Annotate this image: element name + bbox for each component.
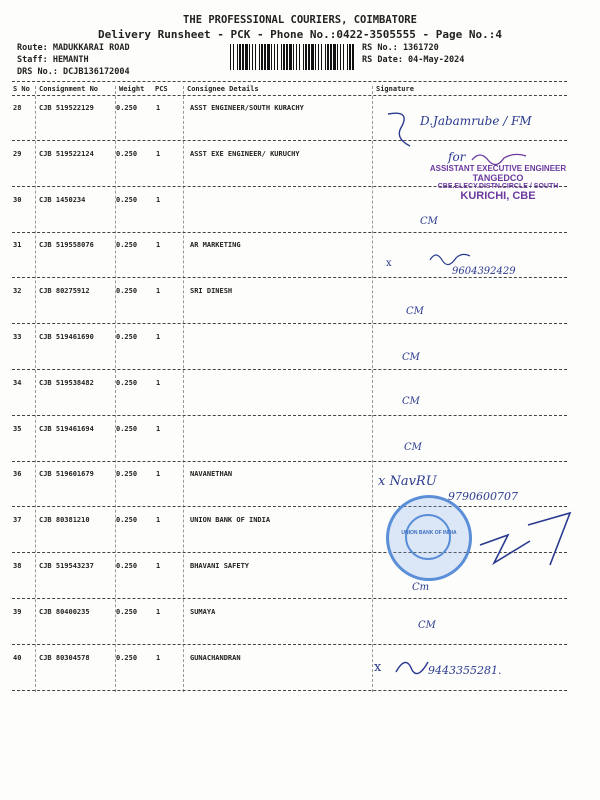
row-details: BHAVANI SAFETY — [190, 562, 250, 570]
barcode-image — [230, 44, 356, 70]
row-consignment: CJB 80381210 — [39, 516, 90, 525]
barcode-bar — [340, 44, 341, 70]
barcode-bar — [325, 44, 326, 70]
seal-inner-ring — [405, 514, 451, 560]
barcode-bar — [277, 44, 278, 70]
bank-seal — [386, 495, 472, 581]
barcode-bar — [286, 44, 288, 70]
barcode-bar — [249, 44, 250, 70]
table-row — [0, 333, 600, 379]
row-consignment: CJB 519522129 — [39, 104, 94, 112]
barcode-bar — [293, 44, 294, 70]
signature-scribble-icon — [392, 652, 432, 682]
row-details: SUMAYA — [190, 607, 216, 616]
table-row — [0, 196, 600, 242]
table-row — [0, 654, 600, 700]
barcode-bar — [308, 44, 310, 70]
barcode-bar — [242, 44, 244, 70]
barcode-bar — [327, 44, 329, 70]
row-pcs: 1 — [156, 195, 161, 204]
barcode-bar — [233, 44, 234, 70]
row-consignment: CJB 80275912 — [39, 287, 90, 296]
barcode-bar — [321, 44, 322, 70]
row-divider — [12, 690, 567, 691]
handwritten-mark-38: Cm — [412, 582, 430, 593]
handwritten-signature-36: x NavRU — [378, 474, 437, 489]
table-row — [0, 287, 600, 333]
header-top-rule — [12, 81, 567, 82]
row-pcs: 1 — [156, 653, 161, 662]
handwritten-mark-33: CM — [402, 352, 420, 363]
row-consignment: CJB 1450234 — [39, 195, 86, 204]
row-pcs: 1 — [156, 104, 161, 112]
row-consignment: CJB 519543237 — [39, 562, 94, 570]
barcode-bar — [274, 44, 275, 70]
drs-label: DRS No.: DCJB136172004 — [17, 67, 130, 77]
row-details: NAVANETHAN — [190, 470, 233, 479]
table-row — [0, 379, 600, 425]
barcode-bar — [318, 44, 319, 70]
row-weight: 0.250 — [116, 149, 138, 158]
row-details: SRI DINESH — [190, 287, 233, 296]
row-details: ASST EXE ENGINEER/ KURUCHY — [190, 149, 300, 158]
barcode-bar — [264, 44, 266, 70]
row-pcs: 1 — [156, 333, 161, 341]
row-sno: 39 — [13, 607, 22, 616]
row-pcs: 1 — [156, 287, 161, 296]
handwritten-mark-32: CM — [406, 306, 424, 317]
row-pcs: 1 — [156, 378, 161, 387]
handwritten-phone-36: 9790600707 — [448, 490, 518, 503]
row-weight: 0.250 — [116, 516, 138, 525]
barcode-bar — [352, 44, 354, 70]
column-header-signature: Signature — [376, 85, 414, 93]
handwritten-mark-30: CM — [420, 216, 438, 227]
table-row — [0, 608, 600, 654]
runsheet-subtitle: Delivery Runsheet - PCK - Phone No.:0422-3505555 - Page No.:4 — [98, 28, 502, 41]
handwritten-signature-28: D.Jabamrube / FM — [420, 114, 532, 128]
row-pcs: 1 — [156, 241, 161, 250]
barcode-bar — [281, 44, 282, 70]
row-divider — [12, 644, 567, 645]
row-divider — [12, 277, 567, 278]
barcode-bar — [261, 44, 263, 70]
barcode-bar — [305, 44, 307, 70]
route-label: Route: MADUKKARAI ROAD — [17, 43, 130, 53]
row-weight: 0.250 — [116, 195, 138, 204]
row-sno: 37 — [13, 516, 22, 525]
row-weight: 0.250 — [116, 470, 138, 479]
row-divider — [12, 598, 567, 599]
row-sno: 33 — [13, 333, 22, 341]
rs-number: RS No.: 1361720 — [362, 43, 439, 53]
barcode-bar — [303, 44, 304, 70]
row-weight: 0.250 — [116, 378, 138, 387]
row-details: ASST ENGINEER/SOUTH KURACHY — [190, 104, 304, 112]
seal-text: UNION BANK OF INDIA — [401, 530, 457, 536]
row-pcs: 1 — [156, 470, 161, 479]
column-header-consignment: Consignment No — [39, 85, 99, 93]
row-divider — [12, 415, 567, 416]
barcode-bar — [333, 44, 336, 70]
handwritten-signature-29: for — [448, 150, 466, 164]
barcode-bar — [255, 44, 256, 70]
barcode-bar — [271, 44, 272, 70]
handwritten-mark-34: CM — [402, 396, 420, 407]
row-sno: 29 — [13, 149, 22, 158]
signature-scribble-icon — [470, 505, 580, 575]
column-header-weight: Weight — [119, 85, 145, 93]
row-weight: 0.250 — [116, 607, 138, 616]
handwritten-mark-35: CM — [404, 442, 422, 453]
office-stamp — [418, 164, 578, 202]
row-divider — [12, 369, 567, 370]
signature-scribble-icon — [428, 250, 472, 266]
barcode-bar — [347, 44, 348, 70]
row-sno: 35 — [13, 424, 22, 433]
stamp-line: TANGEDCO — [472, 173, 524, 183]
row-divider — [12, 140, 567, 141]
row-divider — [12, 323, 567, 324]
row-sno: 38 — [13, 562, 22, 570]
row-sno: 31 — [13, 241, 22, 250]
company-title: THE PROFESSIONAL COURIERS, COIMBATORE — [183, 14, 417, 26]
row-sno: 28 — [13, 104, 22, 112]
row-consignment: CJB 519538482 — [39, 378, 94, 387]
row-consignment: CJB 519601679 — [39, 470, 94, 479]
handwritten-mark-40: x — [374, 660, 382, 675]
column-header-sno: S No — [13, 85, 30, 93]
row-pcs: 1 — [156, 607, 161, 616]
row-details: GUNACHANDRAN — [190, 653, 241, 662]
barcode-bar — [337, 44, 338, 70]
row-weight: 0.250 — [116, 424, 138, 433]
barcode-bar — [237, 44, 238, 70]
column-header-details: Consignee Details — [187, 85, 259, 93]
barcode-bar — [315, 44, 316, 70]
row-sno: 36 — [13, 470, 22, 479]
row-consignment: CJB 519461690 — [39, 333, 94, 341]
table-row — [0, 425, 600, 471]
row-divider — [12, 461, 567, 462]
table-row — [0, 241, 600, 287]
row-pcs: 1 — [156, 562, 161, 570]
barcode-bar — [343, 44, 344, 70]
row-sno: 32 — [13, 287, 22, 296]
barcode-bar — [311, 44, 314, 70]
row-consignment: CJB 80400235 — [39, 607, 90, 616]
row-details: UNION BANK OF INDIA — [190, 516, 271, 525]
handwritten-mark-39: CM — [418, 620, 436, 631]
signature-scribble-icon — [380, 108, 420, 150]
row-pcs: 1 — [156, 516, 161, 525]
handwritten-mark-31: x — [386, 258, 392, 269]
barcode-bar — [245, 44, 248, 70]
row-divider — [12, 232, 567, 233]
stamp-line: KURICHI, CBE — [460, 190, 536, 202]
row-pcs: 1 — [156, 149, 161, 158]
rs-date: RS Date: 04-May-2024 — [362, 55, 465, 65]
row-pcs: 1 — [156, 424, 161, 433]
barcode-bar — [349, 44, 351, 70]
row-details: AR MARKETING — [190, 241, 241, 250]
row-consignment: CJB 519522124 — [39, 149, 94, 158]
row-sno: 30 — [13, 195, 22, 204]
row-consignment: CJB 519558076 — [39, 241, 94, 250]
column-header-pcs: PCS — [155, 85, 168, 93]
barcode-bar — [289, 44, 292, 70]
stamp-line: ASSISTANT EXECUTIVE ENGINEER — [429, 164, 567, 173]
row-weight: 0.250 — [116, 653, 138, 662]
handwritten-phone-40: 9443355281. — [428, 664, 502, 677]
stamp-line: CBE.ELECY.DISTN.CIRCLE / SOUTH — [437, 183, 559, 190]
row-weight: 0.250 — [116, 104, 138, 112]
staff-label: Staff: HEMANTH — [17, 55, 89, 65]
barcode-bar — [252, 44, 253, 70]
row-consignment: CJB 519461694 — [39, 424, 94, 433]
barcode-bar — [299, 44, 300, 70]
row-weight: 0.250 — [116, 241, 138, 250]
row-weight: 0.250 — [116, 287, 138, 296]
barcode-bar — [267, 44, 270, 70]
barcode-bar — [330, 44, 332, 70]
barcode-bar — [239, 44, 241, 70]
row-weight: 0.250 — [116, 333, 138, 341]
barcode-bar — [296, 44, 297, 70]
barcode-bar — [283, 44, 285, 70]
row-sno: 40 — [13, 653, 22, 662]
barcode-bar — [259, 44, 260, 70]
row-sno: 34 — [13, 378, 22, 387]
row-weight: 0.250 — [116, 562, 138, 570]
barcode-bar — [230, 44, 231, 70]
row-consignment: CJB 80304578 — [39, 653, 90, 662]
header-bottom-rule — [12, 95, 567, 96]
handwritten-phone-31: 9604392429 — [452, 266, 516, 277]
